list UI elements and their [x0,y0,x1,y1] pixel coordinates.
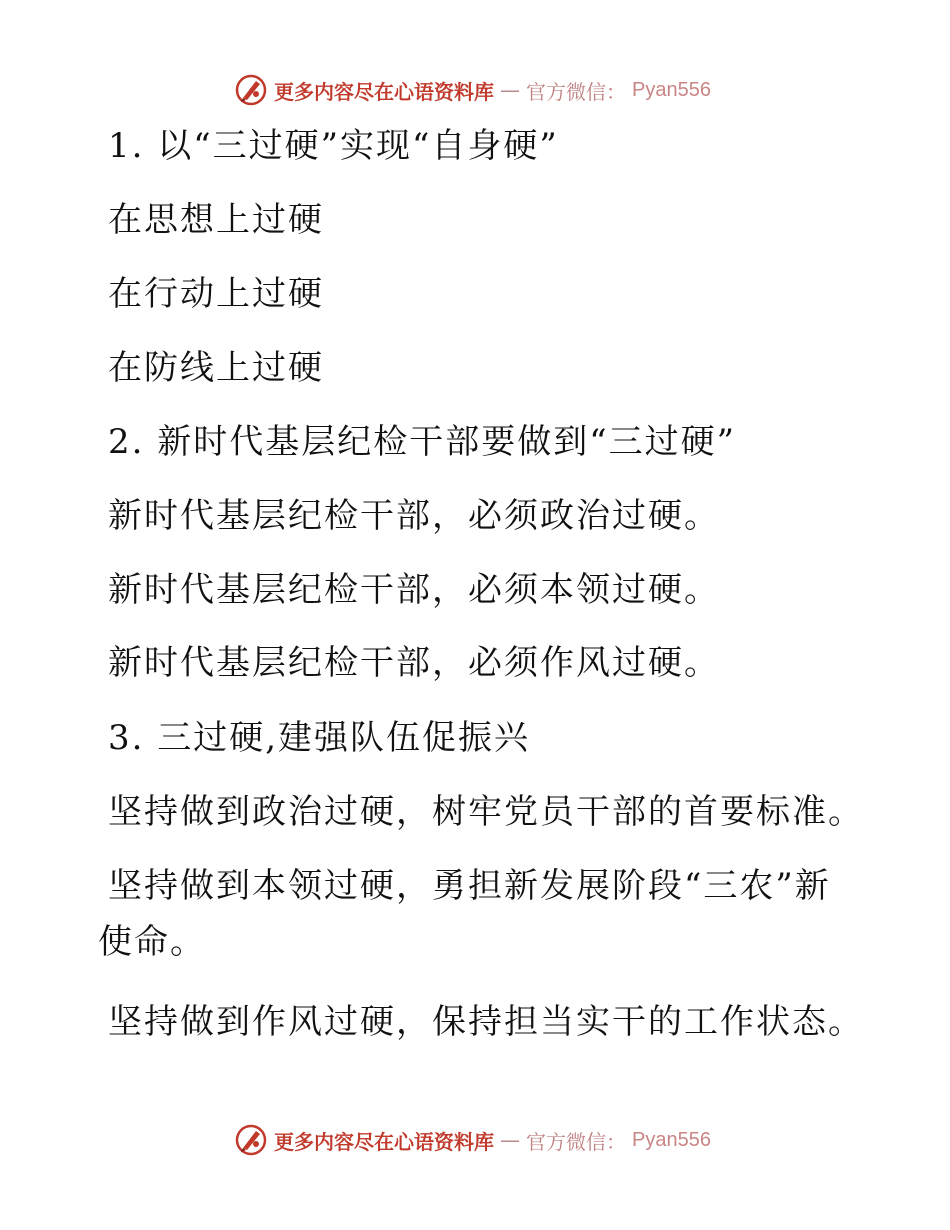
heading-1: 1. 以“三过硬”实现“自身硬” [108,126,559,166]
watermark-label: 官方微信： [526,79,626,104]
heading-3: 3. 三过硬,建强队伍促振兴 [108,718,531,758]
paragraph-line: 坚持做到作风过硬，保持担当实干的工作状态。 [108,1002,864,1042]
watermark-separator: — [500,1128,520,1152]
quill-logo-icon [234,73,268,107]
paragraph-line: 新时代基层纪检干部，必须政治过硬。 [108,496,720,536]
watermark-wechat-id: Pyan556 [632,78,711,101]
paragraph-line: 新时代基层纪检干部，必须作风过硬。 [108,643,720,683]
quill-logo-icon [234,1123,268,1157]
paragraph-line: 新时代基层纪检干部，必须本领过硬。 [108,570,720,610]
watermark-wechat-id: Pyan556 [632,1128,711,1151]
paragraph-line: 坚持做到本领过硬，勇担新发展阶段“三农”新 [108,866,831,906]
watermark-separator: — [500,78,520,102]
heading-2: 2. 新时代基层纪检干部要做到“三过硬” [108,422,737,462]
footer-watermark [234,1120,754,1160]
watermark-label: 官方微信： [526,1129,626,1154]
watermark-text: 更多内容尽在心语资料库 [274,1129,494,1154]
paragraph-line: 在防线上过硬 [108,348,324,388]
paragraph-line-continuation: 使命。 [98,922,206,962]
paragraph-line: 坚持做到政治过硬，树牢党员干部的首要标准。 [108,792,864,832]
header-watermark [234,70,754,110]
paragraph-line: 在思想上过硬 [108,200,324,240]
watermark-text: 更多内容尽在心语资料库 [274,79,494,104]
paragraph-line: 在行动上过硬 [108,274,324,314]
